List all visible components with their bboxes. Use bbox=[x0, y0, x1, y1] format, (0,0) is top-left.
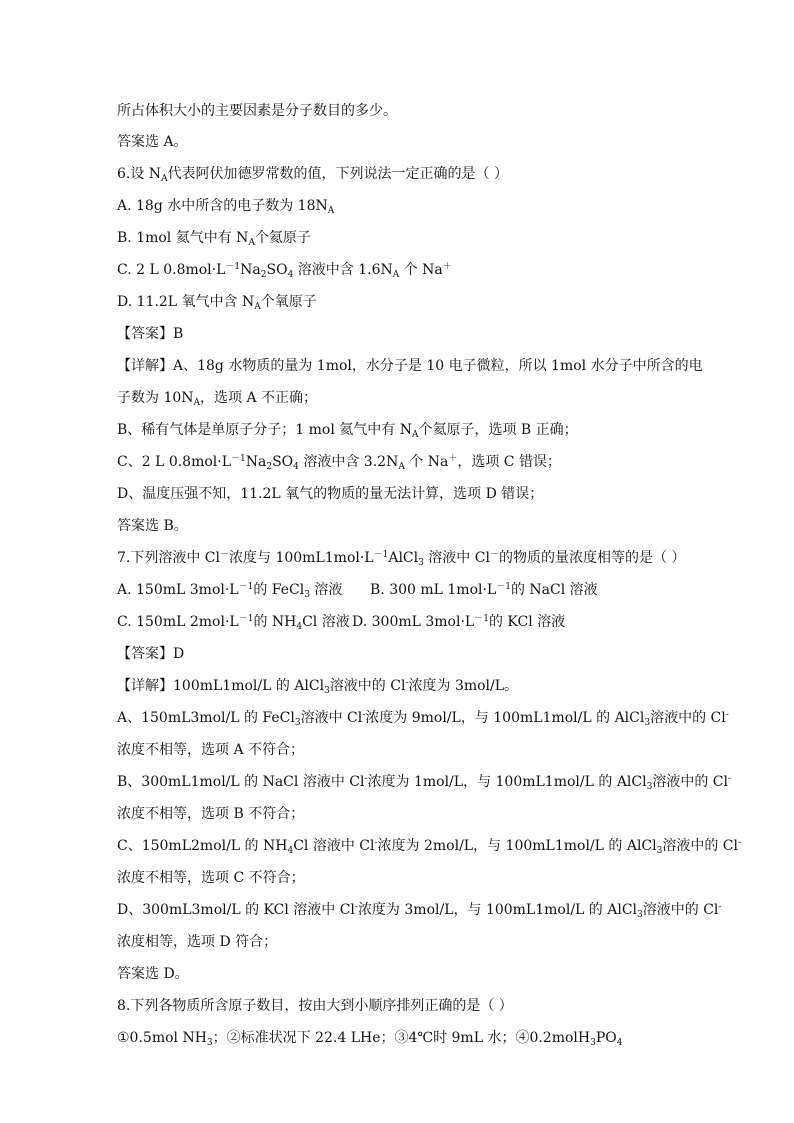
question-7-explanation: 【详解】100mL1mol/L 的 AlCl$_3$溶液中的 Cl-浓度为 3mol/L。 bbox=[117, 678, 519, 696]
question-6-explanation: 【详解】A、18g 水物质的量为 1mol，水分子是 10 电子微粒，所以 1mol 水分子中所含的电 bbox=[117, 358, 703, 374]
question-7-option-b: B. 300 mL $1mol\cdot L^{-1}$的 NaCl 溶液 bbox=[370, 582, 598, 598]
question-7-explanation: 浓度不相等，选项 C 不符合； bbox=[117, 870, 305, 886]
question-7-stem: 7.下列溶液中 Cl－浓度与 $100mL1mol\cdot L^{-1}AlCl_3$ 溶液中 Cl－的物质的量浓度相等的是（ ） bbox=[117, 550, 686, 568]
question-7-option-c: C. 150mL $2mol\cdot L^{-1}$的 $NH_4Cl$ 溶液 bbox=[117, 614, 350, 632]
question-7-explanation: 浓度不相等，选项 A 不符合； bbox=[117, 742, 305, 758]
question-6-answer: 【答案】B bbox=[117, 326, 184, 342]
text-line: 所占体积大小的主要因素是分子数目的多少。 bbox=[117, 103, 397, 119]
question-7-option-d: D. 300mL $3mol\cdot L^{-1}$的 KCl 溶液 bbox=[352, 614, 566, 630]
question-6-option-a: A. 18g 水中所含的电子数为 $18N_A$ bbox=[117, 198, 335, 216]
question-7-options-ab bbox=[117, 580, 734, 600]
question-7-explanation: 浓度相等，选项 D 符合； bbox=[117, 934, 278, 950]
question-7-answer: 【答案】D bbox=[117, 646, 185, 662]
answer-line: 答案选 A。 bbox=[117, 134, 188, 150]
question-6-stem: 6.设 $N_A$代表阿伏加德罗常数的值，下列说法一定正确的是（ ） bbox=[117, 166, 509, 184]
question-6-conclusion: 答案选 B。 bbox=[117, 518, 188, 534]
question-8-items: ①0.5mol $NH_3$；②标准状况下 22.4 LHe；③4℃时 9mL 水；$④0.2molH_3PO_4$ bbox=[117, 1030, 623, 1048]
question-7-option-a: A. 150mL $3mol\cdot L^{-1}$的 FeCl$_3$ 溶液 bbox=[117, 582, 343, 600]
question-7-explanation: A、150mL3mol/L 的 FeCl$_3$溶液中 Cl-浓度为 9mol/L，与 100mL1mol/L 的 AlCl$_3$溶液中的 Cl- bbox=[117, 710, 729, 728]
question-6-explanation: C、2 L $0.8mol\cdot L^{-1}Na_2SO_4$ 溶液中含 $3.2N_A$ 个 Na＋，选项 C 错误； bbox=[117, 454, 561, 472]
question-7-explanation: B、300mL1mol/L 的 NaCl 溶液中 Cl-浓度为 1mol/L，与 100mL1mol/L 的 AlCl$_3$溶液中的 Cl- bbox=[117, 774, 732, 792]
question-6-explanation: 子数为 $10N_A$，选项 A 不正确； bbox=[117, 390, 318, 408]
question-6-explanation: D、温度压强不知，11.2L 氧气的物质的量无法计算，选项 D 错误； bbox=[117, 486, 544, 502]
question-7-explanation: 浓度不相等，选项 B 不符合； bbox=[117, 806, 305, 822]
question-6-option-c: C. 2 L $0.8mol\cdot L^{-1}Na_2SO_4$ 溶液中含 $1.6N_A$ 个 Na＋ bbox=[117, 262, 452, 280]
question-6-explanation: B、稀有气体是单原子分子；1 mol 氦气中有 $N_A$个氦原子，选项 B 正确； bbox=[117, 422, 578, 440]
question-6-option-d: D. 11.2L 氧气中含 $N_A$个氧原子 bbox=[117, 294, 317, 312]
question-6-option-b: B. 1mol 氦气中有 $N_A$个氦原子 bbox=[117, 230, 311, 248]
question-7-explanation: C、150mL2mol/L 的 $NH_4Cl$ 溶液中 Cl-浓度为 2mol/L，与 100mL1mol/L 的 AlCl$_3$溶液中的 Cl- bbox=[117, 838, 742, 856]
question-8-stem: 8.下列各物质所含原子数目，按由大到小顺序排列正确的是（ ） bbox=[117, 998, 513, 1014]
question-7-conclusion: 答案选 D。 bbox=[117, 966, 189, 982]
question-7-explanation: D、300mL3mol/L 的 KCl 溶液中 Cl-浓度为 3mol/L，与 100mL1mol/L 的 AlCl$_3$溶液中的 Cl- bbox=[117, 902, 722, 920]
question-7-options-cd bbox=[117, 612, 734, 632]
